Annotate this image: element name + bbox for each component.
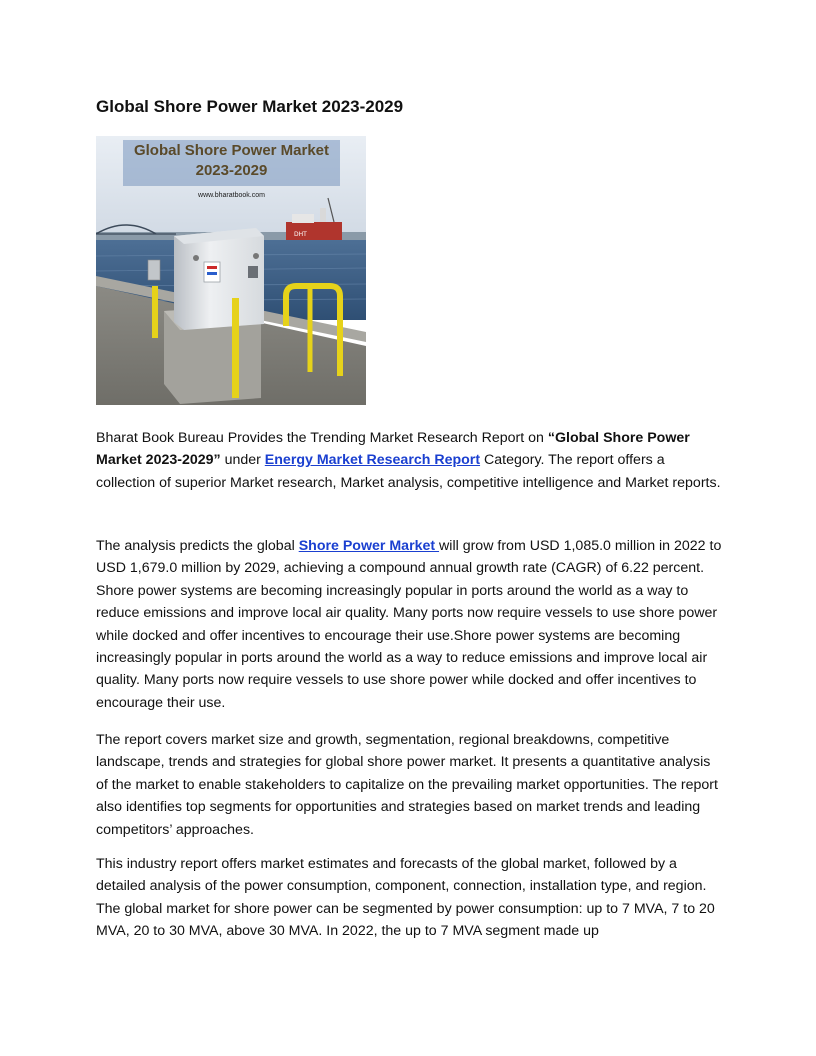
analysis-tail-text: will grow from USD 1,085.0 million in 2022 to USD 1,679.0 million by 2029, achieving a compound annual growth rate (CAGR) of 6.22 percent. Shore power systems are becoming increasingly popular in ports around the world as a way to reduce emissions and improve local air quality. Many ports now require vessels to use shore power while docked and offer incentives to encourage their use.Shore power systems are becoming increasingly popular in ports around the world as a way to reduce emissions and improve local air quality. Many ports now require vessels to use shore power while docked and offer incentives to encourage their use. [96,538,722,711]
segmentation-paragraph: This industry report offers market estimates and forecasts of the global market, followed by a detailed analysis of the power consumption, component, connection, installation type, and region. The global market for shore power can be segmented by power consumption: up to 7 MVA, 7 to 20 MVA, 20 to 30 MVA, above 30 MVA. In 2022, the up to 7 MVA segment made up [96,856,715,940]
ship-hull-mark: DHT [294,231,307,238]
intro-lead-text: Bharat Book Bureau Provides the Trending Market Research Report on [96,430,548,446]
hero-title-line2: 2023-2029 [195,162,268,179]
analysis-paragraph [96,535,724,714]
hero-website-label: www.bharatbook.com [198,192,265,199]
intro-paragraph [96,427,724,494]
intro-tail-text: Category. The report offers a collection of superior Market research, Market analysis, competitive intelligence and Market reports. [96,452,721,491]
report-title-bold: “Global Shore Power Market 2023-2029” [96,430,690,469]
page-title: Global Shore Power Market 2023-2029 [96,97,404,116]
coverage-paragraph: The report covers market size and growth, segmentation, regional breakdowns, competitive landscape, trends and strategies for global shore power market. It presents a quantitative analysis of the market to enable stakeholders to capitalize on the prevailing market opportunities. The report also identifies top segments for opportunities and strategies based on market trends and leading competitors’ approaches. [96,732,718,838]
energy-market-report-link[interactable]: Energy Market Research Report [264,452,481,469]
hero-image [96,136,366,405]
intro-mid-text: under [220,452,265,469]
shore-power-market-link[interactable]: Shore Power Market [298,538,440,554]
hero-title-line1: Global Shore Power Market [133,142,330,159]
analysis-lead-text: The analysis predicts the global [96,538,299,554]
